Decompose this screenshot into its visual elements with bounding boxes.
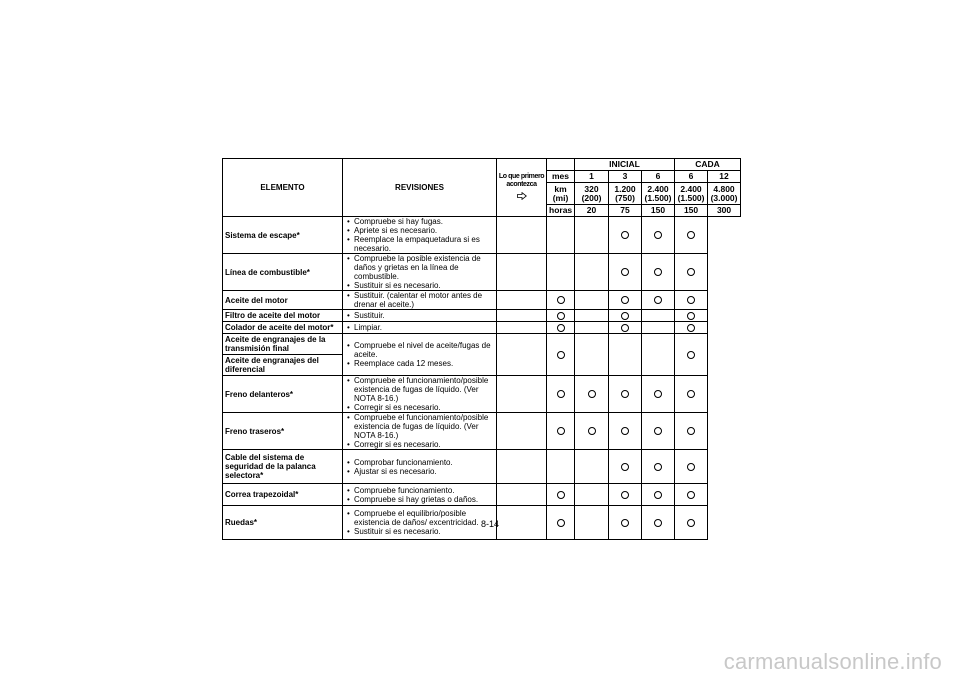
elemento-cell: Línea de combustible* (223, 254, 343, 291)
interval-check-cell (547, 506, 575, 540)
interval-km-1 (609, 183, 642, 205)
table-row (223, 217, 741, 254)
table-row (223, 322, 741, 334)
elemento-cell: Freno delanteros* (223, 376, 343, 413)
elemento-cell: Sistema de escape* (223, 217, 343, 254)
check-circle-icon (654, 427, 662, 435)
interval-check-cell (575, 484, 609, 506)
interval-check-cell (642, 217, 675, 254)
check-circle-icon (557, 324, 565, 332)
interval-check-cell (609, 413, 642, 450)
interval-check-cell (675, 450, 708, 484)
elemento-cell: Aceite de engranajes de la transmisión final (223, 334, 343, 355)
revision-item: • Reemplace la empaquetadura si es necesario. (347, 235, 494, 253)
check-circle-icon (687, 296, 695, 304)
check-circle-icon (588, 390, 596, 398)
interval-check-cell (547, 484, 575, 506)
revisiones-list (347, 458, 494, 476)
revision-item: • Compruebe el nivel de aceite/fugas de aceite. (347, 341, 494, 359)
page-number: 8-14 (480, 519, 499, 529)
check-circle-icon (654, 463, 662, 471)
interval-mi-value: (750) (615, 192, 635, 203)
revision-item: • Apriete si es necesario. (347, 226, 494, 235)
interval-check-cell (675, 413, 708, 450)
interval-check-cell (547, 413, 575, 450)
check-circle-icon (621, 491, 629, 499)
elemento-cell: Aceite de engranajes del diferencial (223, 355, 343, 376)
check-circle-icon (687, 519, 695, 527)
check-circle-icon (621, 427, 629, 435)
revisiones-cell (343, 217, 497, 254)
unit-horas: horas (547, 205, 575, 217)
check-circle-icon (687, 390, 695, 398)
interval-check-cell (575, 450, 609, 484)
table-row (223, 376, 741, 413)
interval-check-cell (575, 413, 609, 450)
interval-check-cell (609, 376, 642, 413)
unit-km (547, 183, 575, 205)
revisiones-cell (343, 450, 497, 484)
spacer-cell (497, 254, 547, 291)
spacer-cell (497, 291, 547, 310)
spacer-cell (497, 413, 547, 450)
interval-check-cell (575, 334, 609, 376)
revisiones-cell (343, 291, 497, 310)
check-circle-icon (654, 491, 662, 499)
interval-check-cell (575, 254, 609, 291)
unit-mes: mes (547, 171, 575, 183)
revision-item: • Ajustar si es necesario. (347, 467, 494, 476)
spacer-cell (497, 310, 547, 322)
table-row (223, 413, 741, 450)
interval-check-cell (642, 413, 675, 450)
interval-mes-3: 6 (675, 171, 708, 183)
interval-km-3 (675, 183, 708, 205)
interval-horas-4: 300 (708, 205, 741, 217)
revision-item: • Limpiar. (347, 323, 494, 332)
elemento-cell: Filtro de aceite del motor (223, 310, 343, 322)
elemento-cell: Aceite del motor (223, 291, 343, 310)
check-circle-icon (654, 296, 662, 304)
revision-item: • Sustituir. (calentar el motor antes de drenar el aceite.) (347, 291, 494, 309)
revisiones-list (347, 311, 494, 320)
revisiones-cell (343, 413, 497, 450)
revisiones-list (347, 376, 494, 412)
check-circle-icon (621, 390, 629, 398)
revision-item: • Compruebe si hay fugas. (347, 217, 494, 226)
interval-check-cell (575, 217, 609, 254)
interval-check-cell (675, 310, 708, 322)
right-arrow-icon (517, 192, 527, 200)
interval-check-cell (675, 334, 708, 376)
elemento-cell: Freno traseros* (223, 413, 343, 450)
revisiones-cell (343, 484, 497, 506)
revision-item: • Reemplace cada 12 meses. (347, 359, 494, 368)
interval-check-cell (642, 322, 675, 334)
spacer-cell (497, 484, 547, 506)
interval-check-cell (642, 484, 675, 506)
table-row (223, 334, 741, 355)
table-row (223, 291, 741, 310)
interval-check-cell (675, 291, 708, 310)
spacer-cell (497, 334, 547, 376)
interval-check-cell (642, 334, 675, 376)
check-circle-icon (687, 324, 695, 332)
interval-check-cell (609, 291, 642, 310)
revision-item: • Comprobar funcionamiento. (347, 458, 494, 467)
header-cada: CADA (675, 159, 741, 171)
revision-item: • Compruebe el funcionamiento/posible existencia de fugas de líquido. (Ver NOTA 8-16.) (347, 413, 494, 440)
table-row (223, 450, 741, 484)
revision-item: • Sustituir. (347, 311, 494, 320)
interval-mi-value: (1.500) (677, 192, 705, 203)
check-circle-icon (621, 296, 629, 304)
elemento-cell: Ruedas* (223, 506, 343, 540)
interval-check-cell (675, 376, 708, 413)
interval-km-value: 4.800 (713, 183, 735, 194)
interval-horas-3: 150 (675, 205, 708, 217)
check-circle-icon (557, 519, 565, 527)
check-circle-icon (654, 390, 662, 398)
check-circle-icon (687, 231, 695, 239)
interval-km-2 (642, 183, 675, 205)
interval-check-cell (547, 322, 575, 334)
elemento-cell: Colador de aceite del motor* (223, 322, 343, 334)
table-row (223, 310, 741, 322)
interval-check-cell (675, 484, 708, 506)
revisiones-list (347, 323, 494, 332)
interval-check-cell (575, 291, 609, 310)
interval-check-cell (609, 506, 642, 540)
interval-mi-value: (1.500) (644, 192, 672, 203)
check-circle-icon (687, 312, 695, 320)
interval-check-cell (575, 310, 609, 322)
check-circle-icon (557, 296, 565, 304)
revision-item: • Sustituir si es necesario. (347, 281, 494, 290)
interval-check-cell (642, 310, 675, 322)
interval-check-cell (575, 506, 609, 540)
revision-item: • Corregir si es necesario. (347, 403, 494, 412)
revision-item: • Compruebe el equilibrio/posible existencia de daños/ excentricidad. (347, 509, 494, 527)
check-circle-icon (687, 351, 695, 359)
revisiones-list (347, 217, 494, 253)
interval-check-cell (675, 254, 708, 291)
unit-km-label: km (554, 183, 567, 194)
interval-km-value: 320 (584, 183, 599, 194)
header-inicial: INICIAL (575, 159, 675, 171)
interval-check-cell (575, 376, 609, 413)
check-circle-icon (621, 268, 629, 276)
revisiones-list (347, 341, 494, 368)
interval-check-cell (675, 217, 708, 254)
revisiones-cell (343, 376, 497, 413)
interval-mes-4: 12 (708, 171, 741, 183)
interval-km-4 (708, 183, 741, 205)
interval-check-cell (547, 376, 575, 413)
check-circle-icon (654, 231, 662, 239)
interval-check-cell (547, 254, 575, 291)
interval-mes-1: 3 (609, 171, 642, 183)
revision-item: • Compruebe si hay grietas o daños. (347, 495, 494, 504)
interval-km-value: 2.400 (680, 183, 702, 194)
interval-km-value: 2.400 (647, 183, 669, 194)
check-circle-icon (621, 463, 629, 471)
spacer-cell (497, 376, 547, 413)
check-circle-icon (557, 390, 565, 398)
first-occurrence-line-1: Lo que primero (498, 172, 545, 180)
interval-check-cell (642, 450, 675, 484)
interval-check-cell (609, 322, 642, 334)
check-circle-icon (557, 491, 565, 499)
check-circle-icon (687, 463, 695, 471)
first-occurrence-label (497, 159, 547, 217)
revisiones-cell (343, 254, 497, 291)
interval-check-cell (575, 322, 609, 334)
revisiones-cell (343, 334, 497, 376)
interval-horas-1: 75 (609, 205, 642, 217)
maintenance-table (222, 158, 741, 540)
revisiones-list (347, 486, 494, 504)
interval-km-0 (575, 183, 609, 205)
elemento-cell: Correa trapezoidal* (223, 484, 343, 506)
interval-check-cell (609, 334, 642, 376)
revisiones-list (347, 413, 494, 449)
revision-item: • Corregir si es necesario. (347, 440, 494, 449)
interval-horas-0: 20 (575, 205, 609, 217)
interval-check-cell (547, 217, 575, 254)
unit-mi-label: (mi) (552, 192, 569, 203)
check-circle-icon (654, 268, 662, 276)
interval-check-cell (675, 322, 708, 334)
spacer-cell (497, 217, 547, 254)
revisiones-list (347, 254, 494, 290)
check-circle-icon (588, 427, 596, 435)
header-elemento: ELEMENTO (223, 159, 343, 217)
check-circle-icon (621, 324, 629, 332)
revisiones-cell (343, 310, 497, 322)
interval-check-cell (547, 291, 575, 310)
check-circle-icon (621, 519, 629, 527)
interval-check-cell (609, 450, 642, 484)
check-circle-icon (621, 231, 629, 239)
interval-horas-2: 150 (642, 205, 675, 217)
interval-check-cell (547, 334, 575, 376)
interval-mi-value: (3.000) (710, 192, 738, 203)
revisiones-list (347, 291, 494, 309)
interval-check-cell (609, 484, 642, 506)
interval-check-cell (642, 254, 675, 291)
check-circle-icon (687, 427, 695, 435)
spacer-cell (497, 450, 547, 484)
first-occurrence-line-2: acontezca (506, 180, 537, 188)
elemento-cell: Cable del sistema de seguridad de la palanca selectora* (223, 450, 343, 484)
interval-mes-2: 6 (642, 171, 675, 183)
interval-check-cell (609, 254, 642, 291)
revision-item: • Compruebe la posible existencia de daños y grietas en la línea de combustible. (347, 254, 494, 281)
check-circle-icon (557, 312, 565, 320)
interval-check-cell (547, 450, 575, 484)
check-circle-icon (557, 351, 565, 359)
interval-check-cell (547, 310, 575, 322)
interval-check-cell (675, 506, 708, 540)
check-circle-icon (557, 427, 565, 435)
revisiones-cell (343, 322, 497, 334)
interval-check-cell (642, 506, 675, 540)
revision-item: • Sustituir si es necesario. (347, 527, 494, 536)
interval-km-value: 1.200 (614, 183, 636, 194)
interval-check-cell (609, 217, 642, 254)
check-circle-icon (654, 519, 662, 527)
table-row (223, 254, 741, 291)
revision-item: • Compruebe el funcionamiento/posible existencia de fugas de líquido. (Ver NOTA 8-16.) (347, 376, 494, 403)
check-circle-icon (687, 491, 695, 499)
spacer-cell (497, 322, 547, 334)
interval-mes-0: 1 (575, 171, 609, 183)
interval-check-cell (642, 376, 675, 413)
revision-item: • Compruebe funcionamiento. (347, 486, 494, 495)
header-revisiones: REVISIONES (343, 159, 497, 217)
interval-mi-value: (200) (581, 192, 602, 203)
interval-check-cell (642, 291, 675, 310)
interval-check-cell (609, 310, 642, 322)
watermark: carmanualsonline.info (723, 649, 942, 674)
check-circle-icon (687, 268, 695, 276)
table-row (223, 484, 741, 506)
check-circle-icon (621, 312, 629, 320)
